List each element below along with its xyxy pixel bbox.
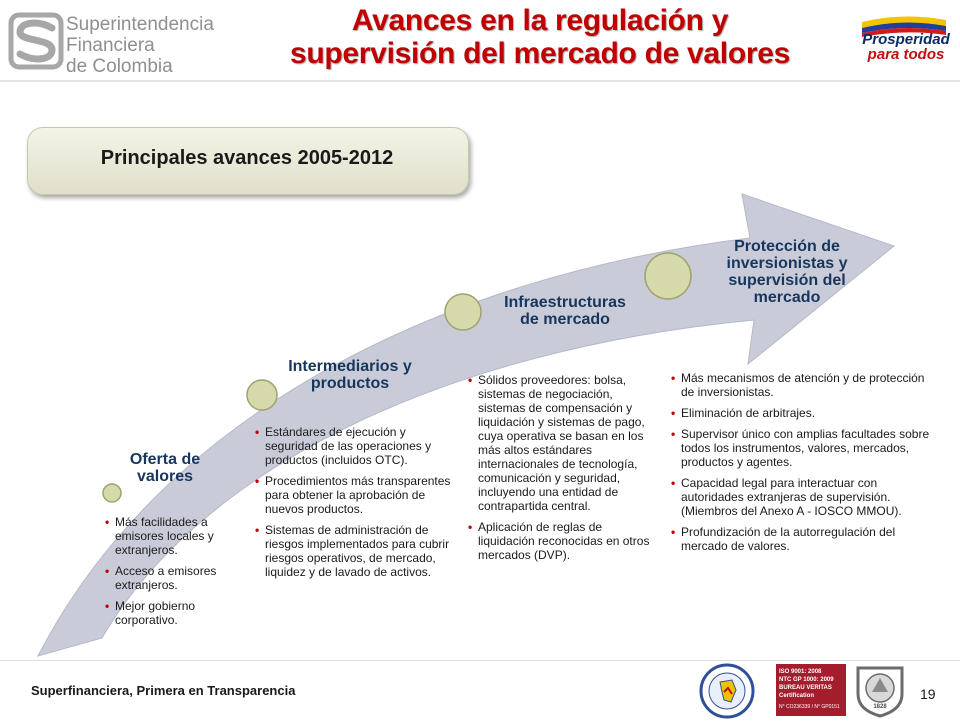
list-item: • Más mecanismos de atención y de protección de inversionistas. xyxy=(671,371,933,399)
list-item: • Estándares de ejecución y seguridad de las operaciones y productos (incluidos OTC). xyxy=(255,425,451,467)
stage-1-bullets xyxy=(105,515,233,634)
title-line-2: supervisión del mercado de valores xyxy=(289,37,790,70)
stage-1-title-line-1: Oferta de xyxy=(129,451,201,468)
list-item: • Más facilidades a emisores locales y extranjeros. xyxy=(105,515,233,557)
stage-node-4 xyxy=(645,253,691,299)
quality-seal xyxy=(698,662,756,720)
stage-title-4 xyxy=(702,238,872,306)
footer-tagline: Superfinanciera, Primera en Transparencia xyxy=(31,683,296,698)
stage-2-bullets xyxy=(255,425,451,586)
certification-badge xyxy=(776,664,846,716)
bureau-veritas-seal xyxy=(852,664,908,718)
logo-line-3: de Colombia xyxy=(66,56,173,77)
stage-title-2 xyxy=(270,358,430,392)
stage-4-title-line-1: Protección de xyxy=(734,238,840,255)
cert-codes: N° CO236339 / N° GP0151 xyxy=(779,704,840,710)
cert-line-2: NTC GP 1000: 2009 xyxy=(779,677,834,683)
stage-4-title-line-2: inversionistas y xyxy=(726,255,848,272)
cert-line-4: Certification xyxy=(779,693,815,699)
list-item: • Procedimientos más transparentes para obtener la aprobación de nuevos productos. xyxy=(255,474,451,516)
banner-label: Principales avances 2005-2012 xyxy=(100,147,394,169)
stage-1-title-line-2: valores xyxy=(136,468,194,485)
stage-title-3 xyxy=(490,294,640,328)
list-item: • Eliminación de arbitrajes. xyxy=(671,406,933,420)
logo-line-1: Superintendencia xyxy=(66,14,214,35)
list-item: • Acceso a emisores extranjeros. xyxy=(105,564,233,592)
bv-year: 1828 xyxy=(873,704,887,710)
stage-2-title-line-2: productos xyxy=(310,375,390,392)
list-item: • Profundización de la autorregulación del mercado de valores. xyxy=(671,525,933,553)
stage-3-bullets xyxy=(468,373,654,569)
brand-line-2: para todos xyxy=(867,46,945,63)
list-item: • Capacidad legal para interactuar con autoridades extranjeras de supervisión. (Miembros del Anexo A - IOSCO MMOU). xyxy=(671,476,933,518)
page-number: 19 xyxy=(920,686,936,702)
stage-4-bullets xyxy=(671,371,933,560)
list-item: • Aplicación de reglas de liquidación reconocidas en otros mercados (DVP). xyxy=(468,520,654,562)
cert-line-1: ISO 9001: 2008 xyxy=(779,669,822,675)
footer-divider xyxy=(0,660,960,661)
logo-line-2: Financiera xyxy=(66,35,155,56)
stage-3-title-line-1: Infraestructuras xyxy=(504,294,626,311)
stage-4-title-line-4: mercado xyxy=(753,289,821,306)
quality-seal-icon xyxy=(698,662,756,720)
stage-node-1 xyxy=(103,484,121,502)
list-item: • Mejor gobierno corporativo. xyxy=(105,599,233,627)
stage-2-title-line-1: Intermediarios y xyxy=(288,358,412,375)
stage-4-title-line-3: supervisión del xyxy=(728,272,846,289)
stage-3-title-line-2: de mercado xyxy=(520,311,610,328)
cert-line-3: BUREAU VERITAS xyxy=(779,685,832,691)
brand-line-1: Prosperidad xyxy=(862,31,950,48)
stage-node-3 xyxy=(445,294,481,330)
list-item: • Sólidos proveedores: bolsa, sistemas de negociación, sistemas de compensación y liquidación y sistemas de pago, cuya operativa se basan en los más altos estándares internacionales de tecnología, comunicación y seguridad, incluyendo una entidad de contrapartida central. xyxy=(468,373,654,513)
title-line-1: Avances en la regulación y xyxy=(351,4,729,37)
stage-title-1 xyxy=(100,451,230,485)
list-item: • Supervisor único con amplias facultades sobre todos los instrumentos, valores, mercados, productos y agentes. xyxy=(671,427,933,469)
list-item: • Sistemas de administración de riesgos implementados para cubrir riesgos operativos, de mercado, liquidez y de lavado de activos. xyxy=(255,523,451,579)
